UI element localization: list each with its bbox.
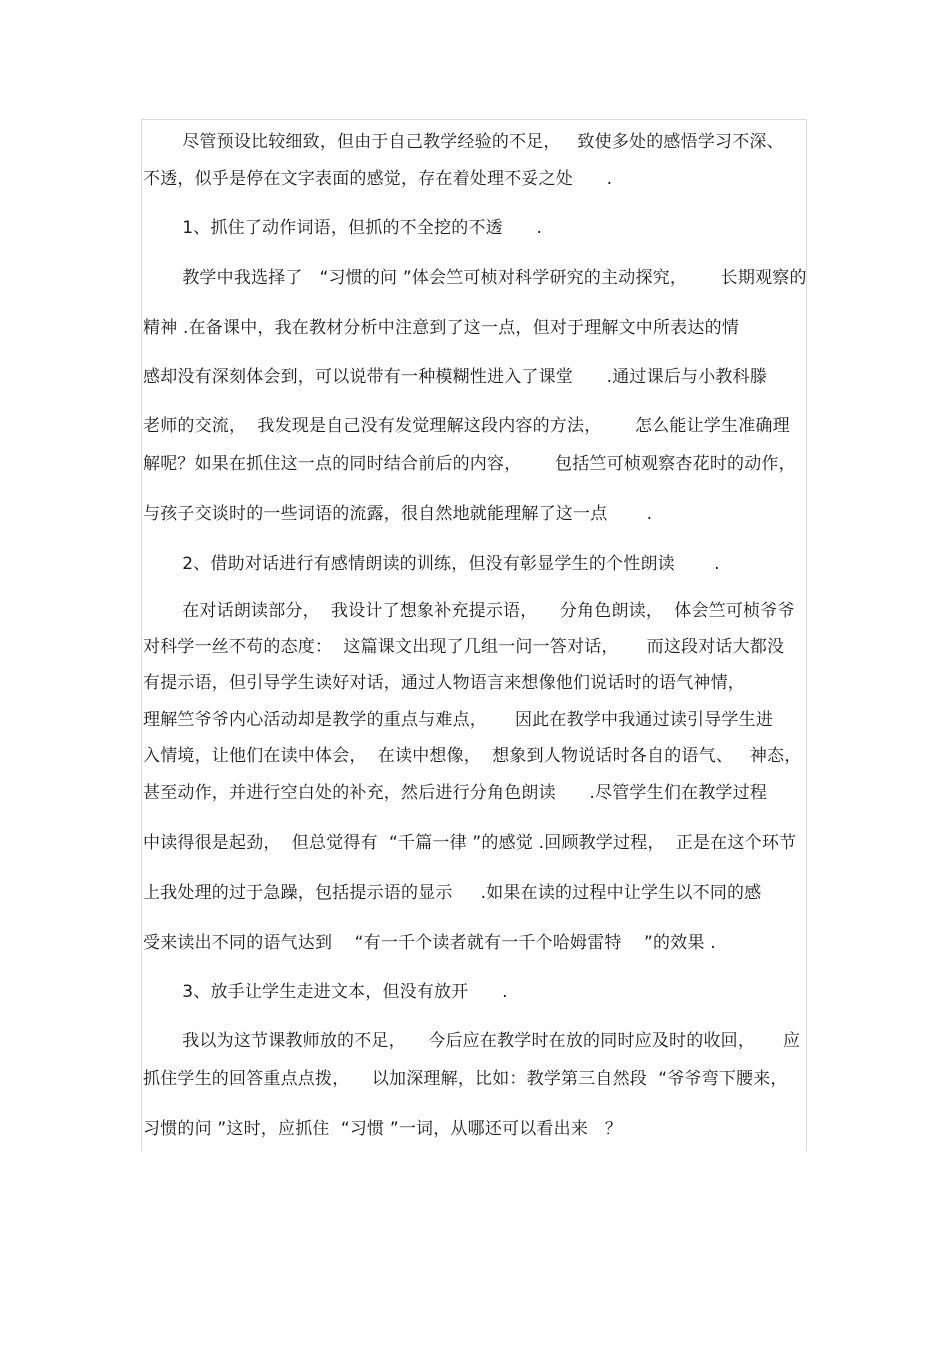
paragraph-line: 对科学一丝不苟的态度： 这篇课文出现了几组一问一答对话， 而这段对话大都没 (143, 637, 785, 657)
paragraph-line: 与孩子交谈时的一些词语的流露，很自然地就能理解了这一点 . (143, 504, 653, 524)
paragraph-line: 在对话朗读部分， 我设计了想象补充提示语， 分角色朗读， 体会竺可桢爷爷 (143, 601, 795, 621)
paragraph-line: 老师的交流， 我发现是自己没有发觉理解这段内容的方法， 怎么能让学生准确理 (143, 416, 790, 436)
paragraph-line: 上我处理的过于急躁，包括提示语的显示 .如果在读的过程中让学生以不同的感 (143, 883, 762, 903)
paragraph-line: 精神 .在备课中，我在教材分析中注意到了这一点，但对于理解文中所表达的情 (143, 318, 740, 338)
section-heading: 3、放手让学生走进文本，但没有放开 . (143, 982, 508, 1002)
paragraph-line: 抓住学生的回答重点点拨， 以加深理解，比如：教学第三自然段 “爷爷弯下腰来， (143, 1069, 788, 1089)
paragraph-line: 受来读出不同的语气达到 “有一千个读者就有一千个哈姆雷特 ”的效果 . (143, 933, 716, 953)
section-heading: 2、借助对话进行有感情朗读的训练，但没有彰显学生的个性朗读 . (143, 554, 720, 574)
paragraph-line: 中读得很是起劲， 但总觉得有 “千篇一律 ”的感觉 .回顾教学过程， 正是在这个环节 (143, 833, 797, 853)
paragraph-line: 尽管预设比较细致，但由于自己教学经验的不足， 致使多处的感悟学习不深、 (143, 132, 784, 152)
paragraph-line: 感却没有深刻体会到，可以说带有一种模糊性进入了课堂 .通过课后与小教科滕 (143, 367, 768, 387)
paragraph-line: 解呢？如果在抓住这一点的同时结合前后的内容， 包括竺可桢观察杏花时的动作， (143, 454, 796, 474)
paragraph-line: 有提示语，但引导学生读好对话，通过人物语言来想像他们说话时的语气神情， (143, 673, 745, 693)
paragraph-line: 习惯的问 ”这时，应抓住 “习惯 ”一词，从哪还可以看出来 ？ (143, 1119, 623, 1139)
paragraph-line: 教学中我选择了 “习惯的问 ”体会竺可桢对科学研究的主动探究， 长期观察的 (143, 268, 807, 288)
paragraph-line: 我以为这节课教师放的不足， 今后应在教学时在放的同时应及时的收回， 应 (143, 1031, 801, 1051)
section-heading: 1、抓住了动作词语，但抓的不全挖的不透 . (143, 218, 543, 238)
paragraph-line: 理解竺爷爷内心活动却是教学的重点与难点， 因此在教学中我通过读引导学生进 (143, 710, 774, 730)
paragraph-line: 入情境，让他们在读中体会， 在读中想像， 想象到人物说话时各自的语气、 神态， (143, 746, 802, 766)
paragraph-line: 不透，似乎是停在文字表面的感觉，存在着处理不妥之处 . (143, 169, 613, 189)
paragraph-line: 甚至动作，并进行空白处的补充，然后进行分角色朗读 .尽管学生们在教学过程 (143, 783, 768, 803)
